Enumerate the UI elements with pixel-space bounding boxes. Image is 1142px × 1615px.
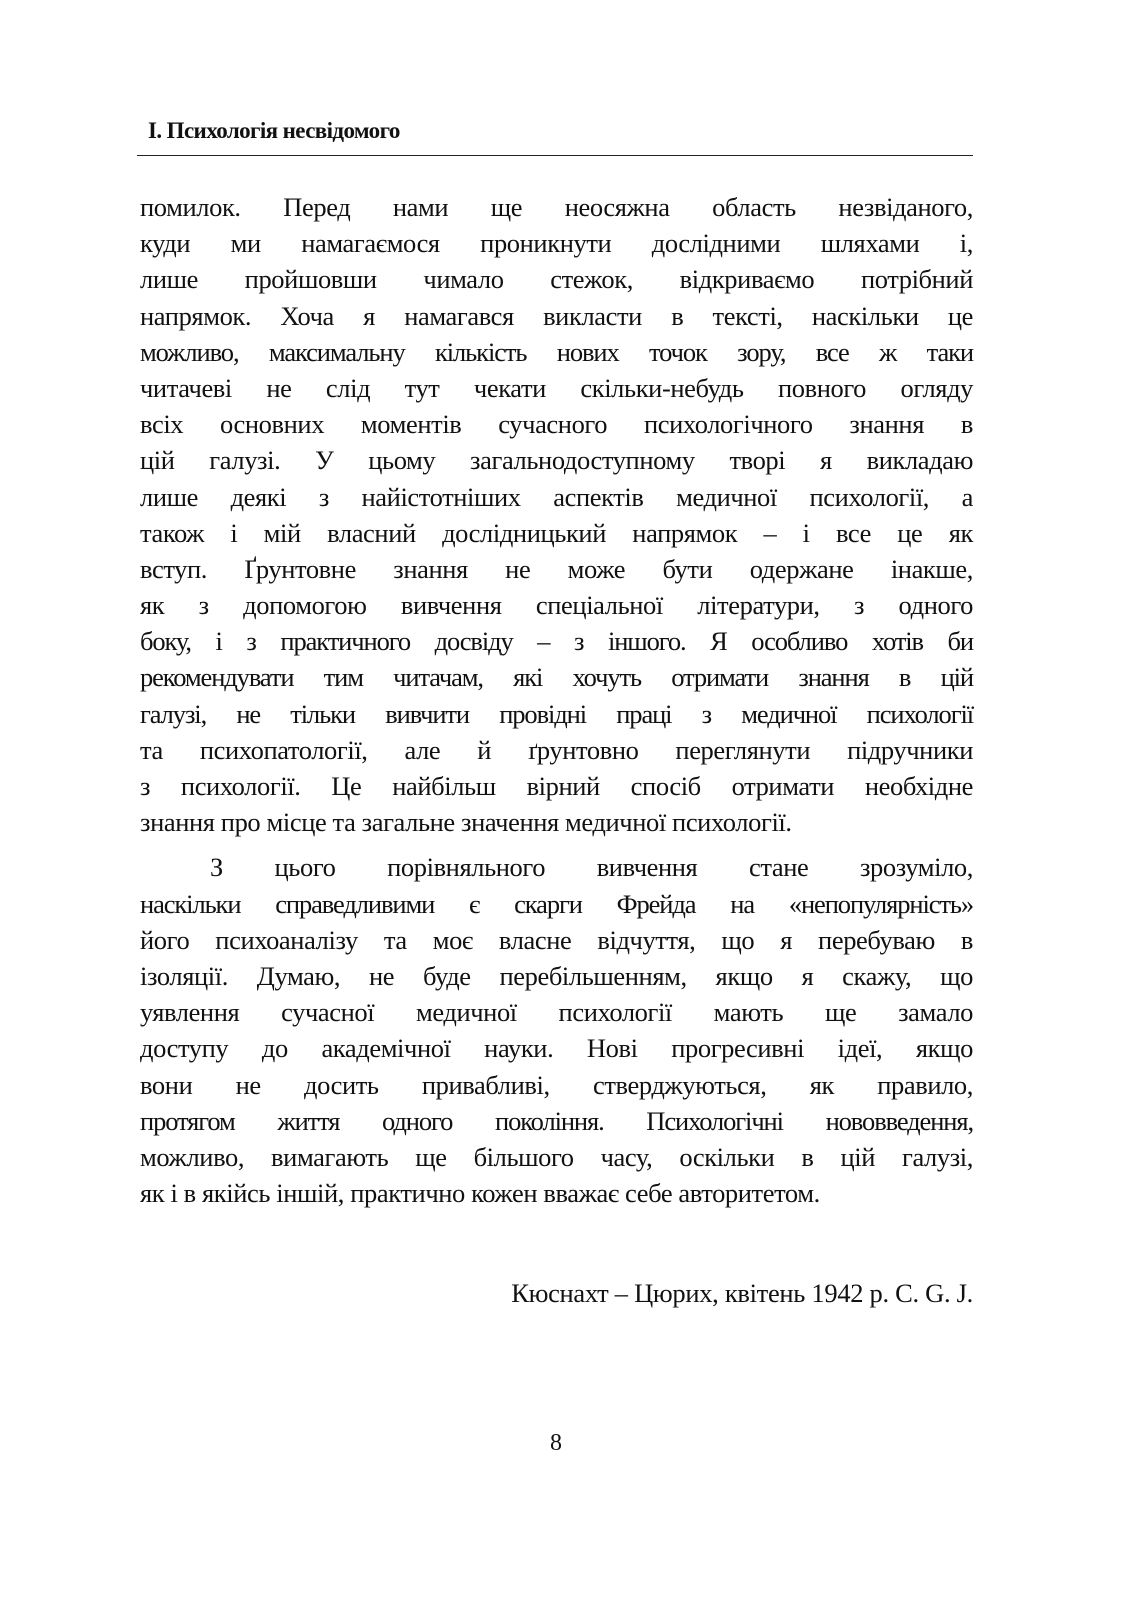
text-line: знання про місце та загальне значення медичної психології.: [140, 807, 792, 838]
text-line: рекомендувати тим читачам, які хочуть отримати знання в цій: [140, 662, 973, 693]
text-line: куди ми намагаємося проникнути дослідними шляхами і,: [140, 228, 973, 259]
text-line: як з допомогою вивчення спеціальної літератури, з одного: [140, 590, 973, 621]
text-line: можливо, максимальну кількість нових точок зору, все ж таки: [140, 336, 973, 367]
page-number: 8: [550, 1430, 562, 1456]
text-line: наскільки справедливими є скарги Фрейда на «непопулярність»: [140, 888, 973, 919]
text-line: також і мій власний дослідницький напрямок – і все це як: [140, 517, 973, 548]
header-rule: [137, 155, 973, 156]
text-line: протягом життя одного покоління. Психологічні нововведення,: [140, 1105, 973, 1136]
signature-line: Кюснахт – Цюрих, квітень 1942 р. C. G. J.: [511, 1278, 973, 1308]
text-line: напрямок. Хоча я намагався викласти в тексті, наскільки це: [140, 300, 973, 331]
text-line: З цього порівняльного вивчення стане зрозуміло,: [210, 852, 973, 883]
paragraph-2: [140, 849, 973, 1211]
paragraph-1: [140, 189, 973, 840]
main-text: [140, 189, 973, 1211]
text-line: вступ. Ґрунтовне знання не може бути одержане інакше,: [140, 553, 973, 584]
text-line: галузі, не тільки вивчити провідні праці з медичної психології: [140, 698, 973, 729]
text-line: вони не досить привабливі, стверджуються, як правило,: [140, 1069, 973, 1100]
text-line: уявлення сучасної медичної психології мають ще замало: [140, 997, 973, 1028]
text-line: та психопатології, але й ґрунтовно переглянути підручники: [140, 734, 973, 765]
text-line: читачеві не слід тут чекати скільки-небудь повного огляду: [140, 372, 973, 403]
text-line: всіх основних моментів сучасного психологічного знання в: [140, 409, 973, 440]
text-line: можливо, вимагають ще більшого часу, оскільки в цій галузі,: [140, 1141, 973, 1172]
text-line: доступу до академічної науки. Нові прогресивні ідеї, якщо: [140, 1033, 973, 1064]
text-line: лише пройшовши чимало стежок, відкриваємо потрібний: [140, 264, 973, 295]
text-line: боку, і з практичного досвіду – з іншого. Я особливо хотів би: [140, 626, 973, 657]
text-line: з психології. Це найбільш вірний спосіб отримати необхідне: [140, 771, 973, 801]
text-line: ізоляції. Думаю, не буде перебільшенням, якщо я скажу, що: [140, 960, 973, 991]
text-line: його психоаналізу та моє власне відчуття, що я перебуваю в: [140, 924, 973, 955]
text-line: як і в якійсь іншій, практично кожен вважає себе авторитетом.: [140, 1178, 820, 1209]
text-line: цій галузі. У цьому загальнодоступному творі я викладаю: [140, 445, 973, 476]
text-line: помилок. Перед нами ще неосяжна область незвіданого,: [140, 192, 973, 222]
running-header: І. Психологія несвідомого: [148, 118, 400, 143]
text-line: лише деякі з найістотніших аспектів медичної психології, а: [140, 481, 973, 512]
